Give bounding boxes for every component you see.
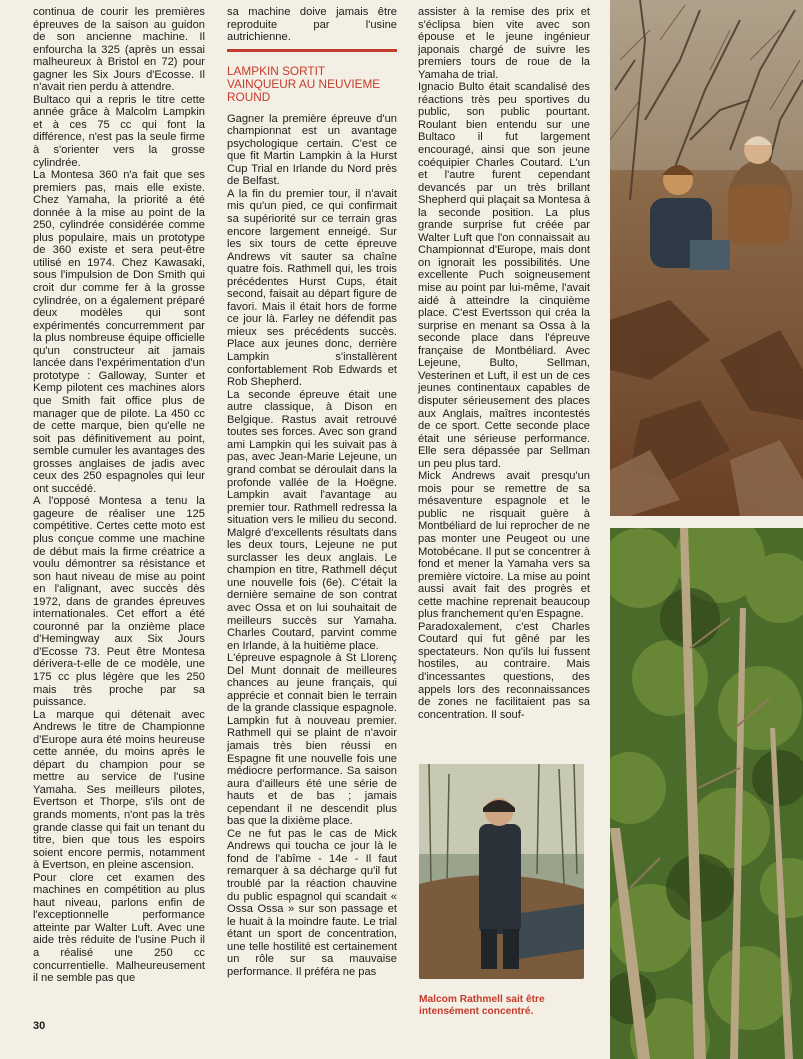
paragraph: La marque qui détenait avec Andrews le titre de Championne d'Europe aura été moins heureuse cette année, du moins après le départ du champion pour se mettre au service de l'usine Yamaha. Ses meilleurs pilotes, Evertson et Thorpe, s'ils ont de grands moments, n'ont pas la très grande classe qui fait un tenant du titre, bien que tous les espoirs soient encore permis, notamment à Evertson, en pleine ascension. bbox=[33, 708, 205, 872]
article-column-1 bbox=[33, 6, 205, 1008]
paragraph: Gagner la première épreuve d'un championnat est un avantage psychologique certain. C'est ce que fit Martin Lampkin à la Hurst Cup Trial en Irlande du Nord près de Belfast. bbox=[227, 112, 397, 188]
paragraph: Ce ne fut pas le cas de Mick Andrews qui toucha ce jour là le fond de l'abîme - 14e - Il faut remarquer à sa décharge qu'il fut troublé par la réaction chauvine du public espagnol qui scandait « Ossa Ossa » sur son passage et le huait à la moindre faute. Le trial étant un sport de concentration, une telle hostilité est certainement un rôle sur sa mauvaise performance. Il préféra ne pas bbox=[227, 827, 397, 978]
section-divider bbox=[227, 49, 397, 52]
photo-spectators-on-hillside bbox=[610, 0, 803, 516]
paragraph: assister à la remise des prix et s'éclipsa bien vite avec son épouse et le jeune ingénieur japonais chargé de suivre les premiers tours de roue de la Yamaha de trial. bbox=[418, 6, 590, 81]
paragraph: Ignacio Bulto était scandalisé des réactions très peu sportives du public, son public pourtant. Roulant bien entendu sur une Bultaco il fut largement encouragé, ainsi que son jeune coéquipier Charles Coutard. L'un et l'autre furent cependant devancés par un très brillant Shepherd qui plaçait sa Montesa à la seconde position. La plus grande surprise fut créée par Walter Luft que l'on connaissait au Championnat d'Europe, mais dont on ignorait les possibilités. Une excellente Puch soigneusement mise au point par lui-même, l'avait aidé à atteindre la cinquième place. C'est Evertsson qui créa la surprise en menant sa Ossa à la seconde place dans l'épreuve française de Montbéliard. Avec Lejeune, Bulto, Sellman, Vesterinen et Luft, il est un de ces jeunes continentaux capables de disputer sérieusement des places aux Anglais, maîtres incontestés de ce sport. Cette seconde place était une sérieuse performance. Elle sera dépassée par Sellman un peu plus tard. bbox=[418, 81, 590, 470]
section-heading: LAMPKIN SORTIT VAINQUEUR AU NEUVIEME ROUND bbox=[227, 63, 381, 104]
paragraph: Pour clore cet examen des machines en compétition au plus haut niveau, parlons enfin de l'exceptionnelle performance atteinte par Walter Luft. Avec une aide très réduite de l'usine Puch il a réalisé une 250 cc concurrentielle. Malheureusement il ne semble pas que bbox=[33, 871, 205, 985]
photo-rider-concentrated bbox=[419, 764, 584, 979]
paragraph: Mick Andrews avait presqu'un mois pour se remettre de sa mésaventure espagnole et le public ne risquait guère à Montbéliard de lui reprocher de ne pas monter une Peugeot ou une Motobécane. Il put se concentrer à fond et mener la Yamaha vers sa première victoire. La mise au point aussi avait fait des progrès et cette machine reprenait beaucoup plus franchement qu'en Espagne. bbox=[418, 470, 590, 621]
photo-caption: Malcom Rathmell sait être intensément concentré. bbox=[419, 994, 545, 1017]
paragraph: A l'opposé Montesa a tenu la gageure de réaliser une 125 compétitive. Certes cette moto est plus conçue comme une machine de début mais la firme créatrice a voulu démontrer sa résistance et son haut niveau de mise au point en l'alignant, avec succès dès 1972, dans de grandes épreuves internationales. Cet effort a été couronné par la onzième place d'Hemingway aux Six Jours d'Ecosse 73. Peut être Montesa dérivera-t-elle de ce modèle, une 175 cc plus légère que les 250 mais très proche par sa puissance. bbox=[33, 495, 205, 709]
paragraph: Paradoxalement, c'est Charles Coutard qui fut gêné par les spectateurs. Non qu'ils lui fussent hostiles, au contraire. Mais d'incessantes questions, des appels lors des reconnaissances de zones ne facilitaient pas sa concentration. Il souf- bbox=[418, 620, 590, 721]
paragraph: La seconde épreuve était une autre classique, à Dison en Belgique. Rastus avait retrouvé toutes ses forces. Avec son grand ami Lampkin qui les suivait pas à pas, avec Jean-Marie Lejeune, un grand combat se déroulait dans la profonde vallée de la Hoëgne. Lampkin avait l'avantage au premier tour. Rathmell redressa la situation vers le milieu du second. Malgré d'excellents résultats dans les deux tours, Lejeune ne put surclasser les deux anglais. Le champion en titre, Rathmell déçut une nouvelle fois (6e). C'était la dernière semaine de son contrat avec Ossa et on lui souhaitait de meilleurs succès sur Yamaha. Charles Coutard, parvint comme en Irlande, à la huitième place. bbox=[227, 388, 397, 652]
article-column-3 bbox=[418, 6, 590, 766]
paragraph: sa machine doive jamais être reproduite par l'usine autrichienne. bbox=[227, 6, 397, 44]
page-number: 30 bbox=[33, 1020, 46, 1032]
paragraph: A la fin du premier tour, il n'avait mis qu'un pied, ce qui confirmait sa supériorité sur ce terrain gras encore largement enneigé. Sur les six tours de cette épreuve Andrews vit sauter sa chaîne quatre fois. Rathmell qui, les trois précédentes Hurst Cups, était second, faisait au départ figure de favori. Mais il était hors de forme ce jour là. Farley ne défendit pas mieux ses précédents succès. Place aux jeunes donc, derrière Lampkin s'installèrent confortablement Rob Edwards et Rob Shepherd. bbox=[227, 187, 397, 389]
photo-forest bbox=[610, 528, 803, 1059]
paragraph: continua de courir les premières épreuves de la saison au guidon de son ancienne machine. Il enfourcha la 325 (après un essai malheureux à Bristol en 72) pour gagner les Six Jours d'Ecosse. Il n'avait rien perdu à attendre. bbox=[33, 6, 205, 94]
paragraph: La Montesa 360 n'a fait que ses premiers pas, mais elle existe. Chez Yamaha, la priorité a été donnée à la mise au point de la 250, cylindrée considérée comme plus populaire, mais un prototype de 360 existe et sera peut-être utilisé en 1974. Chez Kawasaki, sous l'impulsion de Don Smith qui croit dur comme fer à la grosse cylindrée, on a également préparé deux modèles qui sont expérimentés concurremment par la plus nombreuse équipe officielle qu'un constructeur ait jamais lancée dans l'expérimentation d'un prototype : Galloway, Sunter et Kemp pilotent ces machines alors que Smith fait office plus de manager que de pilote. La 450 cc de cette marque, bien qu'elle ne soit pas définitivement au point, semble cumuler les avantages des grosses anglaises de jadis avec ceux des 250 espagnoles qui leur ont succédé. bbox=[33, 169, 205, 495]
paragraph: Bultaco qui a repris le titre cette année grâce à Malcolm Lampkin et à ces 75 cc qui font la différence, n'est pas la seule firme à s'orienter vers la grosse cylindrée. bbox=[33, 93, 205, 169]
paragraph: L'épreuve espagnole à St Llorenç Del Munt donnait de meilleures chances au jeune français, qui apprécie et connait bien le terrain de la grande classique espagnole. Lampkin fut à nouveau premier. Rathmell qui se plaint de n'avoir jamais très bien réussi en Espagne fit une nouvelle fois une médiocre performance. Sa saison aura d'ailleurs été une série de hauts et de bas ; jamais cependant il ne descendit plus bas que la dixième place. bbox=[227, 652, 397, 828]
article-column-2 bbox=[227, 6, 397, 1038]
